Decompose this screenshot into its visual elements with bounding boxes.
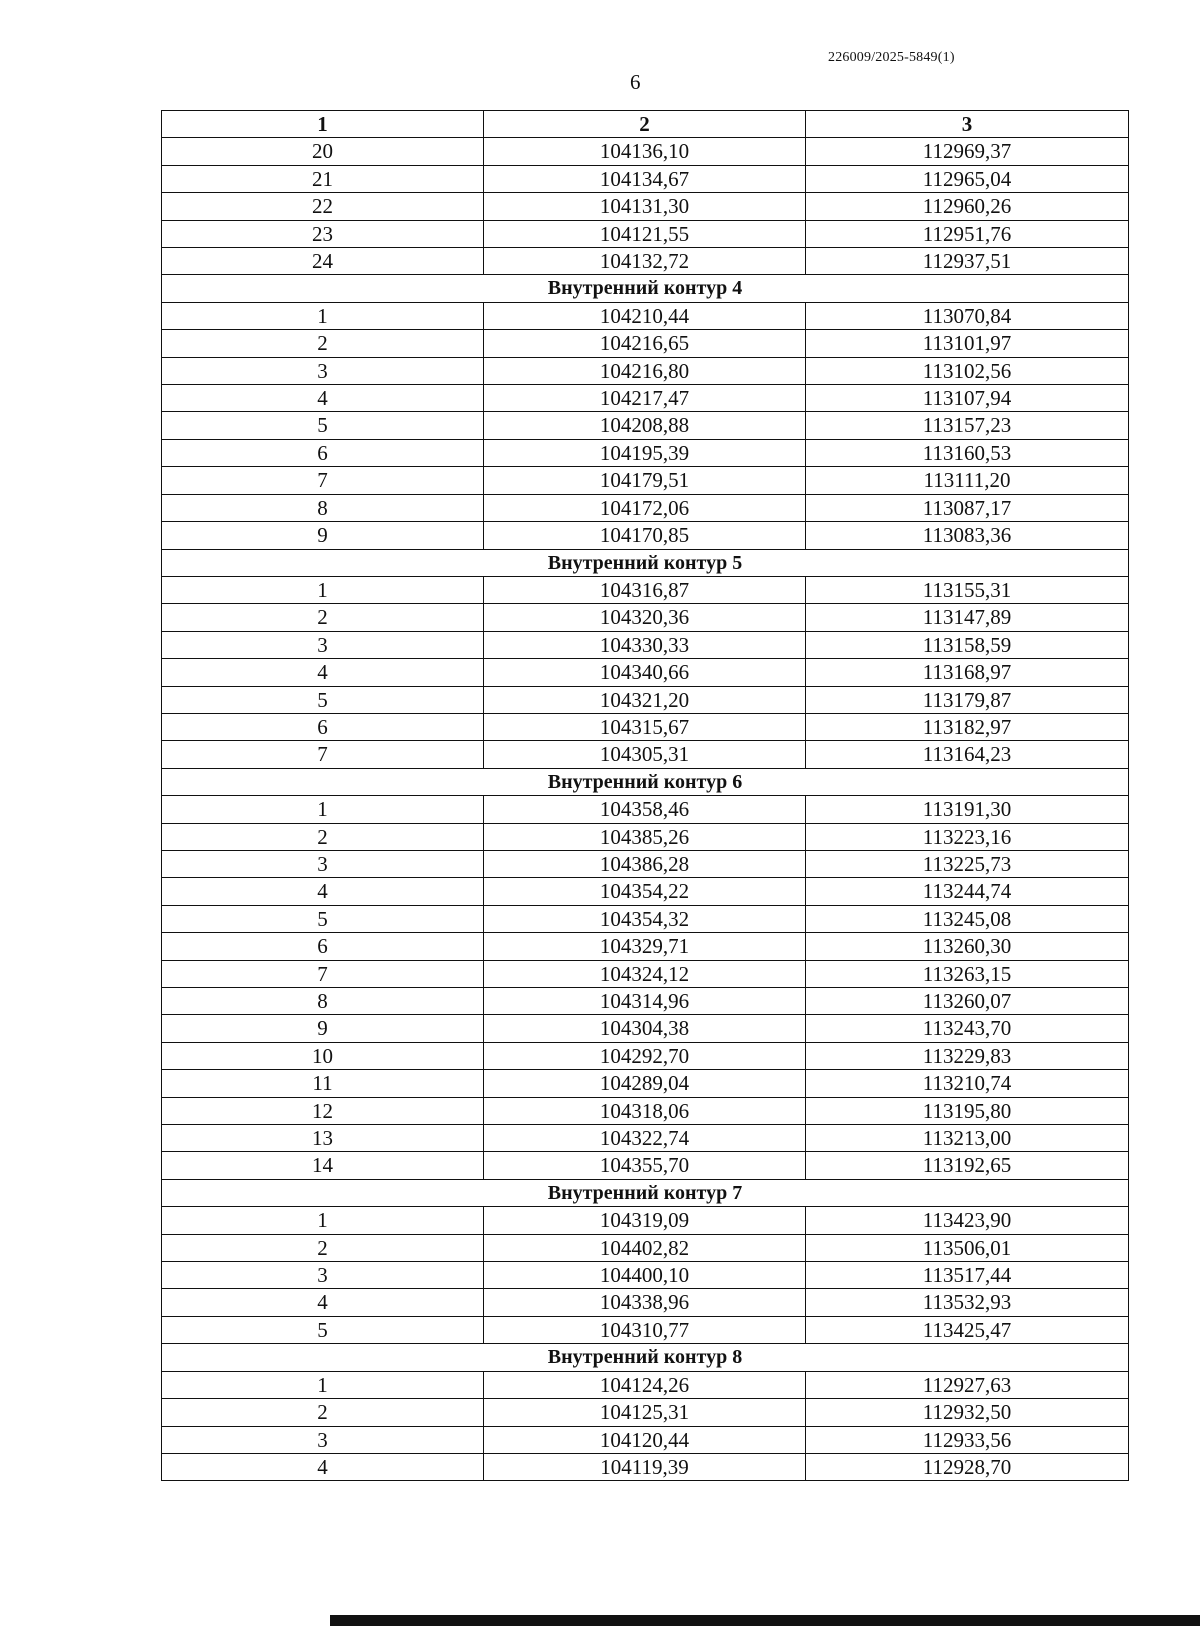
table-row <box>162 1152 1129 1179</box>
coordinate-y-cell: 112969,37 <box>806 138 1129 165</box>
point-number-cell: 7 <box>162 467 484 494</box>
coordinate-x-cell: 104400,10 <box>484 1262 806 1289</box>
point-number-cell: 2 <box>162 823 484 850</box>
coordinate-x-cell: 104355,70 <box>484 1152 806 1179</box>
coordinate-y-cell: 112937,51 <box>806 248 1129 275</box>
section-title: Внутренний контур 5 <box>162 549 1129 576</box>
section-header-row <box>162 1344 1129 1371</box>
coordinate-y-cell: 113155,31 <box>806 576 1129 603</box>
point-number-cell: 8 <box>162 988 484 1015</box>
point-number-cell: 4 <box>162 1289 484 1316</box>
point-number-cell: 3 <box>162 1262 484 1289</box>
point-number-cell: 1 <box>162 796 484 823</box>
table-row <box>162 248 1129 275</box>
point-number-cell: 5 <box>162 905 484 932</box>
point-number-cell: 3 <box>162 850 484 877</box>
coordinate-y-cell: 113182,97 <box>806 713 1129 740</box>
coordinate-y-cell: 113083,36 <box>806 522 1129 549</box>
point-number-cell: 1 <box>162 1371 484 1398</box>
point-number-cell: 3 <box>162 357 484 384</box>
point-number-cell: 2 <box>162 604 484 631</box>
coordinate-x-cell: 104402,82 <box>484 1234 806 1261</box>
table-row <box>162 522 1129 549</box>
point-number-cell: 10 <box>162 1042 484 1069</box>
scan-edge-bar <box>330 1615 1200 1626</box>
coordinate-y-cell: 113245,08 <box>806 905 1129 932</box>
coordinate-x-cell: 104136,10 <box>484 138 806 165</box>
table-row <box>162 1097 1129 1124</box>
point-number-cell: 8 <box>162 494 484 521</box>
coordinate-x-cell: 104119,39 <box>484 1453 806 1480</box>
point-number-cell: 12 <box>162 1097 484 1124</box>
coordinate-x-cell: 104310,77 <box>484 1316 806 1343</box>
coordinate-y-cell: 113107,94 <box>806 385 1129 412</box>
point-number-cell: 7 <box>162 960 484 987</box>
table-row <box>162 713 1129 740</box>
coordinate-x-cell: 104120,44 <box>484 1426 806 1453</box>
point-number-cell: 6 <box>162 713 484 740</box>
coordinate-x-cell: 104324,12 <box>484 960 806 987</box>
coordinate-x-cell: 104329,71 <box>484 933 806 960</box>
column-header-3: 3 <box>806 111 1129 138</box>
coordinate-x-cell: 104195,39 <box>484 439 806 466</box>
coordinate-x-cell: 104305,31 <box>484 741 806 768</box>
coordinate-y-cell: 113244,74 <box>806 878 1129 905</box>
coordinate-y-cell: 112951,76 <box>806 220 1129 247</box>
table-row <box>162 1289 1129 1316</box>
coordinate-y-cell: 112960,26 <box>806 193 1129 220</box>
coordinate-x-cell: 104124,26 <box>484 1371 806 1398</box>
coordinate-x-cell: 104217,47 <box>484 385 806 412</box>
point-number-cell: 24 <box>162 248 484 275</box>
section-title: Внутренний контур 7 <box>162 1179 1129 1206</box>
table-row <box>162 1262 1129 1289</box>
coordinate-y-cell: 113192,65 <box>806 1152 1129 1179</box>
point-number-cell: 1 <box>162 576 484 603</box>
table-row <box>162 1426 1129 1453</box>
table-row <box>162 385 1129 412</box>
coordinate-x-cell: 104320,36 <box>484 604 806 631</box>
page-number: 6 <box>630 70 641 94</box>
point-number-cell: 23 <box>162 220 484 247</box>
column-header-1: 1 <box>162 111 484 138</box>
coordinate-x-cell: 104134,67 <box>484 165 806 192</box>
point-number-cell: 2 <box>162 1234 484 1261</box>
coordinate-y-cell: 113517,44 <box>806 1262 1129 1289</box>
coordinate-y-cell: 113157,23 <box>806 412 1129 439</box>
section-header-row <box>162 275 1129 302</box>
point-number-cell: 1 <box>162 302 484 329</box>
coordinate-x-cell: 104132,72 <box>484 248 806 275</box>
section-header-row <box>162 1179 1129 1206</box>
coordinate-y-cell: 113425,47 <box>806 1316 1129 1343</box>
point-number-cell: 3 <box>162 631 484 658</box>
table-row <box>162 686 1129 713</box>
coordinate-y-cell: 113210,74 <box>806 1070 1129 1097</box>
table-row <box>162 1042 1129 1069</box>
table-row <box>162 659 1129 686</box>
point-number-cell: 13 <box>162 1125 484 1152</box>
coordinate-y-cell: 113225,73 <box>806 850 1129 877</box>
table-row <box>162 850 1129 877</box>
coordinate-x-cell: 104322,74 <box>484 1125 806 1152</box>
section-header-row <box>162 549 1129 576</box>
table-row <box>162 494 1129 521</box>
coordinate-y-cell: 113263,15 <box>806 960 1129 987</box>
point-number-cell: 11 <box>162 1070 484 1097</box>
coordinate-x-cell: 104340,66 <box>484 659 806 686</box>
table-row <box>162 357 1129 384</box>
coordinate-x-cell: 104358,46 <box>484 796 806 823</box>
table-row <box>162 1399 1129 1426</box>
coordinate-x-cell: 104354,32 <box>484 905 806 932</box>
coordinate-x-cell: 104125,31 <box>484 1399 806 1426</box>
point-number-cell: 2 <box>162 1399 484 1426</box>
coordinate-x-cell: 104179,51 <box>484 467 806 494</box>
coordinates-table-body <box>162 111 1129 1481</box>
table-row <box>162 905 1129 932</box>
table-row <box>162 576 1129 603</box>
coordinate-y-cell: 113102,56 <box>806 357 1129 384</box>
coordinate-y-cell: 112933,56 <box>806 1426 1129 1453</box>
table-row <box>162 1015 1129 1042</box>
table-row <box>162 220 1129 247</box>
point-number-cell: 5 <box>162 686 484 713</box>
table-row <box>162 933 1129 960</box>
coordinate-x-cell: 104216,65 <box>484 330 806 357</box>
coordinate-y-cell: 113243,70 <box>806 1015 1129 1042</box>
table-row <box>162 439 1129 466</box>
table-row <box>162 1371 1129 1398</box>
coordinate-x-cell: 104386,28 <box>484 850 806 877</box>
coordinate-y-cell: 113111,20 <box>806 467 1129 494</box>
coordinate-x-cell: 104354,22 <box>484 878 806 905</box>
point-number-cell: 6 <box>162 933 484 960</box>
coordinate-y-cell: 113070,84 <box>806 302 1129 329</box>
coordinate-y-cell: 113191,30 <box>806 796 1129 823</box>
coordinate-y-cell: 113506,01 <box>806 1234 1129 1261</box>
table-row <box>162 1234 1129 1261</box>
table-row <box>162 1207 1129 1234</box>
table-header-row <box>162 111 1129 138</box>
point-number-cell: 4 <box>162 878 484 905</box>
coordinate-x-cell: 104330,33 <box>484 631 806 658</box>
table-row <box>162 138 1129 165</box>
point-number-cell: 3 <box>162 1426 484 1453</box>
point-number-cell: 20 <box>162 138 484 165</box>
table-row <box>162 878 1129 905</box>
point-number-cell: 21 <box>162 165 484 192</box>
section-header-row <box>162 768 1129 795</box>
coordinate-x-cell: 104304,38 <box>484 1015 806 1042</box>
coordinate-x-cell: 104292,70 <box>484 1042 806 1069</box>
point-number-cell: 9 <box>162 522 484 549</box>
point-number-cell: 6 <box>162 439 484 466</box>
coordinate-y-cell: 113168,97 <box>806 659 1129 686</box>
point-number-cell: 5 <box>162 1316 484 1343</box>
point-number-cell: 22 <box>162 193 484 220</box>
table-row <box>162 165 1129 192</box>
table-row <box>162 1070 1129 1097</box>
table-row <box>162 302 1129 329</box>
coordinate-y-cell: 112932,50 <box>806 1399 1129 1426</box>
coordinate-y-cell: 113223,16 <box>806 823 1129 850</box>
section-title: Внутренний контур 8 <box>162 1344 1129 1371</box>
table-row <box>162 604 1129 631</box>
table-row <box>162 823 1129 850</box>
table-row <box>162 741 1129 768</box>
section-title: Внутренний контур 4 <box>162 275 1129 302</box>
coordinate-y-cell: 112965,04 <box>806 165 1129 192</box>
coordinate-y-cell: 112927,63 <box>806 1371 1129 1398</box>
document-id: 226009/2025-5849(1) <box>828 50 955 65</box>
coordinate-x-cell: 104210,44 <box>484 302 806 329</box>
coordinate-y-cell: 112928,70 <box>806 1453 1129 1480</box>
coordinate-x-cell: 104208,88 <box>484 412 806 439</box>
coordinate-x-cell: 104321,20 <box>484 686 806 713</box>
coordinate-x-cell: 104319,09 <box>484 1207 806 1234</box>
point-number-cell: 7 <box>162 741 484 768</box>
coordinate-x-cell: 104216,80 <box>484 357 806 384</box>
table-row <box>162 988 1129 1015</box>
coordinate-x-cell: 104316,87 <box>484 576 806 603</box>
table-row <box>162 631 1129 658</box>
table-row <box>162 193 1129 220</box>
coordinate-x-cell: 104385,26 <box>484 823 806 850</box>
point-number-cell: 4 <box>162 385 484 412</box>
coordinate-y-cell: 113229,83 <box>806 1042 1129 1069</box>
point-number-cell: 1 <box>162 1207 484 1234</box>
table-row <box>162 412 1129 439</box>
section-title: Внутренний контур 6 <box>162 768 1129 795</box>
coordinate-x-cell: 104289,04 <box>484 1070 806 1097</box>
coordinate-x-cell: 104315,67 <box>484 713 806 740</box>
coordinate-x-cell: 104314,96 <box>484 988 806 1015</box>
point-number-cell: 4 <box>162 1453 484 1480</box>
coordinate-x-cell: 104170,85 <box>484 522 806 549</box>
table-row <box>162 1125 1129 1152</box>
coordinate-x-cell: 104318,06 <box>484 1097 806 1124</box>
coordinate-y-cell: 113164,23 <box>806 741 1129 768</box>
point-number-cell: 4 <box>162 659 484 686</box>
table-row <box>162 1316 1129 1343</box>
coordinate-y-cell: 113179,87 <box>806 686 1129 713</box>
table-row <box>162 960 1129 987</box>
coordinate-y-cell: 113423,90 <box>806 1207 1129 1234</box>
point-number-cell: 9 <box>162 1015 484 1042</box>
coordinate-y-cell: 113213,00 <box>806 1125 1129 1152</box>
coordinate-y-cell: 113195,80 <box>806 1097 1129 1124</box>
coordinate-y-cell: 113158,59 <box>806 631 1129 658</box>
coordinate-y-cell: 113260,30 <box>806 933 1129 960</box>
coordinate-y-cell: 113101,97 <box>806 330 1129 357</box>
table-row <box>162 467 1129 494</box>
coordinate-x-cell: 104121,55 <box>484 220 806 247</box>
table-row <box>162 1453 1129 1480</box>
coordinate-y-cell: 113260,07 <box>806 988 1129 1015</box>
coordinate-y-cell: 113087,17 <box>806 494 1129 521</box>
table-row <box>162 330 1129 357</box>
coordinates-table <box>161 110 1129 1481</box>
table-row <box>162 796 1129 823</box>
coordinate-x-cell: 104172,06 <box>484 494 806 521</box>
column-header-2: 2 <box>484 111 806 138</box>
coordinate-y-cell: 113532,93 <box>806 1289 1129 1316</box>
coordinate-y-cell: 113147,89 <box>806 604 1129 631</box>
coordinate-x-cell: 104338,96 <box>484 1289 806 1316</box>
coordinate-x-cell: 104131,30 <box>484 193 806 220</box>
point-number-cell: 14 <box>162 1152 484 1179</box>
point-number-cell: 2 <box>162 330 484 357</box>
point-number-cell: 5 <box>162 412 484 439</box>
coordinate-y-cell: 113160,53 <box>806 439 1129 466</box>
